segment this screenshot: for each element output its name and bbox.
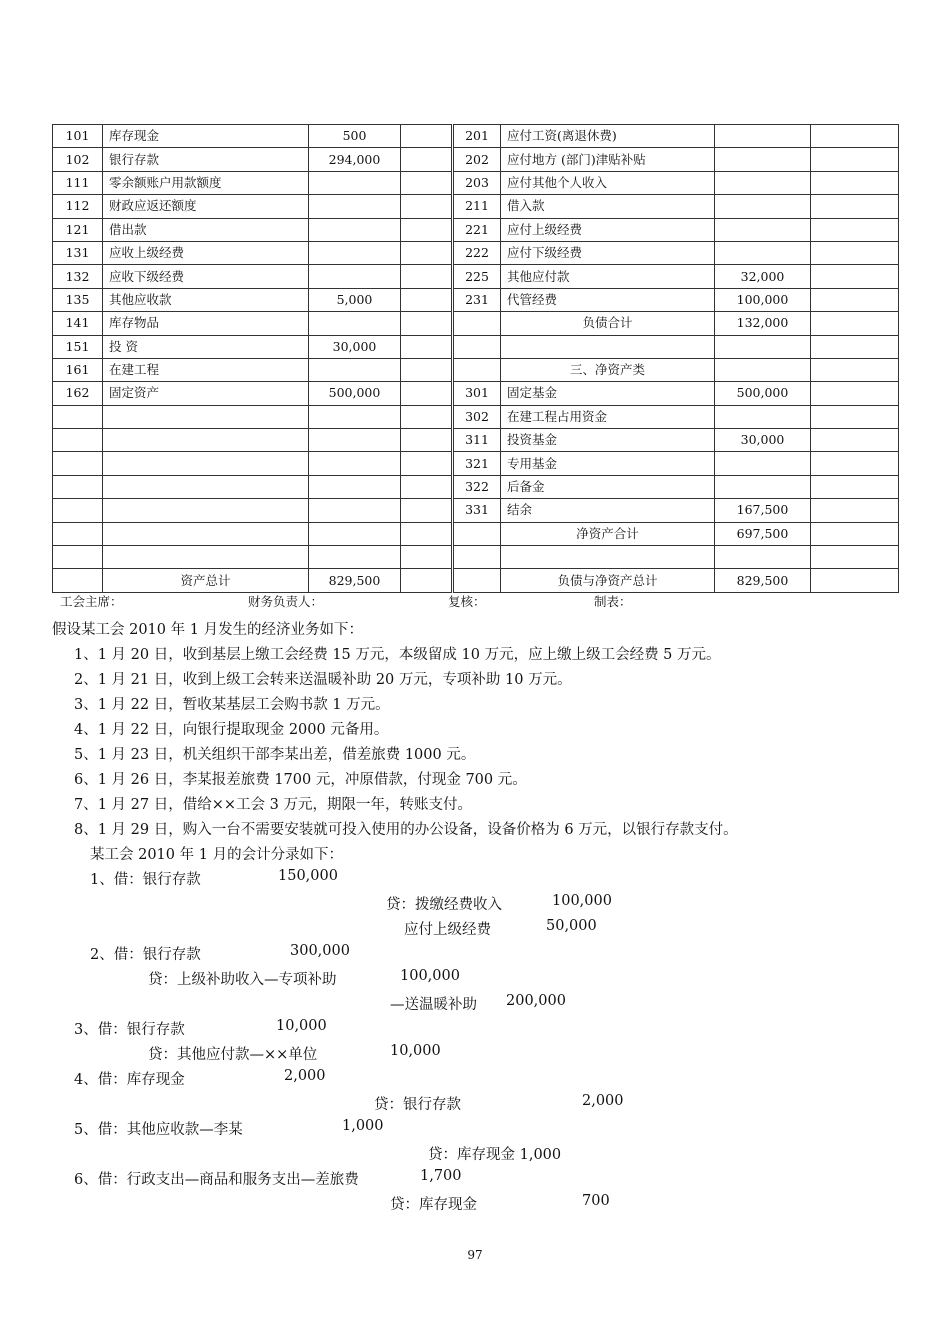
transaction-3: 3、1 月 22 日，暂收某基层工会购书款 1 万元。 [74,697,390,713]
cell-lval [715,405,811,428]
cell-aval: 500 [309,125,401,148]
cell-acode: 161 [53,358,103,381]
cell-lname [501,546,715,569]
cell-aname: 财政应返还额度 [103,195,309,218]
cell-lval: 32,000 [715,265,811,288]
cell-aname [103,475,309,498]
cell-aval [309,429,401,452]
cell-lcode: 301 [453,382,501,405]
empty-cell [401,241,453,264]
table-row [53,195,899,218]
cell-lcode: 201 [453,125,501,148]
cell-lname: 应付下级经费 [501,241,715,264]
cell-aval: 500,000 [309,382,401,405]
cell-aname: 库存现金 [103,125,309,148]
balance-sheet-body [53,125,899,593]
entries-title: 某工会 2010 年 1 月的会计分录如下： [90,847,344,863]
cell-acode [53,522,103,545]
cell-lname: 负债与净资产总计 [501,569,715,592]
cell-aval [309,499,401,522]
table-row [53,171,899,194]
cell-aname: 借出款 [103,218,309,241]
cell-aname: 应收上级经费 [103,241,309,264]
cell-aval [309,452,401,475]
empty-cell [401,335,453,358]
empty-cell [811,475,899,498]
table-row [53,522,899,545]
cell-aval: 294,000 [309,148,401,171]
entry-1-credit-2: 应付上级经费 [404,922,491,938]
empty-cell [811,241,899,264]
cell-acode: 162 [53,382,103,405]
transaction-5: 5、1 月 23 日，机关组织干部李某出差，借差旅费 1000 元。 [74,747,476,763]
cell-lcode: 302 [453,405,501,428]
entry-1-debit-amount: 150,000 [278,868,338,884]
cell-aname [103,499,309,522]
cell-acode: 112 [53,195,103,218]
cell-lval: 30,000 [715,429,811,452]
cell-acode: 151 [53,335,103,358]
cell-aname: 资产总计 [103,569,309,592]
empty-cell [811,546,899,569]
table-row [53,288,899,311]
table-row [53,125,899,148]
balance-sheet-table [52,124,899,593]
empty-cell [811,265,899,288]
cell-aname: 应收下级经费 [103,265,309,288]
table-row [53,546,899,569]
cell-lname: 投资基金 [501,429,715,452]
cell-aval [309,241,401,264]
cell-aname: 银行存款 [103,148,309,171]
cell-acode [53,475,103,498]
cell-aname: 投 资 [103,335,309,358]
cell-lcode [453,358,501,381]
empty-cell [401,499,453,522]
cell-lcode: 203 [453,171,501,194]
cell-acode [53,405,103,428]
empty-cell [401,358,453,381]
cell-lval [715,218,811,241]
cell-lval [715,241,811,264]
empty-cell [811,148,899,171]
entry-3-credit: 贷：其他应付款—××单位 [148,1047,318,1063]
entry-4-debit: 4、借：库存现金 [74,1072,185,1088]
cell-lval: 100,000 [715,288,811,311]
cell-lval [715,195,811,218]
empty-cell [401,475,453,498]
entry-4-debit-amount: 2,000 [284,1068,326,1084]
cell-aname [103,452,309,475]
cell-acode [53,569,103,592]
cell-lcode: 202 [453,148,501,171]
cell-aname: 在建工程 [103,358,309,381]
cell-lval: 132,000 [715,312,811,335]
empty-cell [401,125,453,148]
empty-cell [811,288,899,311]
cell-aval: 829,500 [309,569,401,592]
cell-lcode [453,335,501,358]
cell-lcode: 311 [453,429,501,452]
cell-acode [53,429,103,452]
table-row [53,475,899,498]
cell-lval [715,335,811,358]
signature-prepare: 制表： [594,594,632,609]
cell-aval: 5,000 [309,288,401,311]
transaction-1: 1、1 月 20 日，收到基层上缴工会经费 15 万元，本级留成 10 万元，应上缴上级工会经费 5 万元。 [74,647,721,663]
entry-4-credit: 贷：银行存款 [374,1097,461,1113]
table-row [53,499,899,522]
cell-lval [715,358,811,381]
empty-cell [401,171,453,194]
cell-lname: 应付工资(离退休费) [501,125,715,148]
empty-cell [401,382,453,405]
entry-2-credit-2: —送温暖补助 [390,997,477,1013]
cell-aval: 30,000 [309,335,401,358]
transaction-2: 2、1 月 21 日，收到上级工会转来送温暖补助 20 万元，专项补助 10 万元。 [74,672,572,688]
cell-aval [309,171,401,194]
intro-text: 假设某工会 2010 年 1 月发生的经济业务如下： [52,622,364,638]
empty-cell [811,218,899,241]
cell-lname: 三、净资产类 [501,358,715,381]
empty-cell [811,452,899,475]
cell-lname: 结余 [501,499,715,522]
page-number: 97 [467,1248,483,1262]
entry-5-debit: 5、借：其他应收款—李某 [74,1122,243,1138]
cell-aval [309,195,401,218]
empty-cell [811,312,899,335]
cell-lname: 专用基金 [501,452,715,475]
empty-cell [401,218,453,241]
cell-lname: 应付上级经费 [501,218,715,241]
entry-6-debit: 6、借：行政支出—商品和服务支出—差旅费 [74,1172,359,1188]
empty-cell [401,148,453,171]
cell-lcode [453,569,501,592]
cell-aname [103,546,309,569]
table-row [53,569,899,592]
table-row [53,218,899,241]
entry-3-debit: 3、借：银行存款 [74,1022,185,1038]
cell-aname [103,429,309,452]
entry-3-debit-amount: 10,000 [276,1018,327,1034]
transaction-6: 6、1 月 26 日，李某报差旅费 1700 元，冲原借款，付现金 700 元。 [74,772,527,788]
cell-aname: 其他应收款 [103,288,309,311]
cell-lname: 应付地方 (部门)津贴补贴 [501,148,715,171]
entry-6-debit-amount: 1,700 [420,1168,462,1184]
cell-aval [309,312,401,335]
cell-lname: 负债合计 [501,312,715,335]
empty-cell [811,195,899,218]
cell-lcode: 225 [453,265,501,288]
cell-lval [715,452,811,475]
cell-acode: 102 [53,148,103,171]
cell-lval [715,125,811,148]
empty-cell [401,546,453,569]
cell-lcode [453,546,501,569]
signature-review: 复核： [448,594,486,609]
entry-6-credit: 贷：库存现金 [390,1197,477,1213]
cell-aname: 零余额账户用款额度 [103,171,309,194]
cell-acode [53,546,103,569]
transaction-8: 8、1 月 29 日，购入一台不需要安装就可投入使用的办公设备，设备价格为 6 万元，以银行存款支付。 [74,822,738,838]
cell-lcode: 211 [453,195,501,218]
cell-acode: 131 [53,241,103,264]
cell-aval [309,265,401,288]
table-row [53,382,899,405]
table-row [53,429,899,452]
cell-acode: 121 [53,218,103,241]
entry-6-credit-amount: 700 [582,1193,610,1209]
table-row [53,452,899,475]
table-row [53,265,899,288]
cell-acode [53,499,103,522]
empty-cell [401,569,453,592]
entry-3-credit-amount: 10,000 [390,1043,441,1059]
cell-aval [309,522,401,545]
empty-cell [401,312,453,335]
empty-cell [811,569,899,592]
cell-aname: 库存物品 [103,312,309,335]
table-row [53,335,899,358]
cell-acode: 141 [53,312,103,335]
cell-aval [309,218,401,241]
transaction-7: 7、1 月 27 日，借给××工会 3 万元，期限一年，转账支付。 [74,797,472,813]
transaction-4: 4、1 月 22 日，向银行提取现金 2000 元备用。 [74,722,389,738]
empty-cell [811,429,899,452]
table-row [53,358,899,381]
entry-4-credit-amount: 2,000 [582,1093,624,1109]
cell-lname: 代管经费 [501,288,715,311]
entry-2-debit-amount: 300,000 [290,943,350,959]
empty-cell [811,171,899,194]
entry-2-credit-1-amount: 100,000 [400,968,460,984]
cell-aval [309,546,401,569]
empty-cell [811,522,899,545]
cell-lcode: 221 [453,218,501,241]
cell-lcode: 321 [453,452,501,475]
table-row [53,148,899,171]
entry-1-credit-1-amount: 100,000 [552,893,612,909]
cell-lval [715,148,811,171]
cell-lname: 在建工程占用资金 [501,405,715,428]
cell-lcode [453,522,501,545]
cell-lname: 后备金 [501,475,715,498]
entry-1-debit: 1、借：银行存款 [90,872,201,888]
cell-lname: 应付其他个人收入 [501,171,715,194]
entry-5-credit: 贷：库存现金 1,000 [428,1147,562,1163]
cell-lcode [453,312,501,335]
entry-2-credit-1: 贷：上级补助收入—专项补助 [148,972,337,988]
entry-2-credit-2-amount: 200,000 [506,993,566,1009]
empty-cell [811,405,899,428]
empty-cell [811,382,899,405]
cell-aname [103,522,309,545]
cell-lname [501,335,715,358]
empty-cell [811,499,899,522]
cell-acode: 101 [53,125,103,148]
cell-lcode: 322 [453,475,501,498]
empty-cell [401,288,453,311]
cell-lname: 其他应付款 [501,265,715,288]
table-row [53,312,899,335]
cell-lcode: 331 [453,499,501,522]
cell-aval [309,405,401,428]
signature-finance: 财务负责人： [248,594,324,609]
cell-lcode: 231 [453,288,501,311]
cell-lname: 固定基金 [501,382,715,405]
cell-lval [715,171,811,194]
entry-2-debit: 2、借：银行存款 [90,947,201,963]
cell-acode: 135 [53,288,103,311]
cell-acode [53,452,103,475]
cell-lval: 829,500 [715,569,811,592]
entry-1-credit-2-amount: 50,000 [546,918,597,934]
cell-lval [715,475,811,498]
entry-1-credit-1: 贷：拨缴经费收入 [386,897,502,913]
cell-lname: 净资产合计 [501,522,715,545]
empty-cell [811,335,899,358]
cell-aname [103,405,309,428]
cell-lname: 借入款 [501,195,715,218]
empty-cell [811,125,899,148]
cell-aval [309,358,401,381]
empty-cell [401,405,453,428]
table-row [53,405,899,428]
cell-lval: 697,500 [715,522,811,545]
cell-acode: 132 [53,265,103,288]
empty-cell [401,195,453,218]
table-row [53,241,899,264]
signature-chair: 工会主席： [60,594,123,609]
cell-lval [715,546,811,569]
empty-cell [811,358,899,381]
cell-acode: 111 [53,171,103,194]
cell-lval: 500,000 [715,382,811,405]
entry-5-debit-amount: 1,000 [342,1118,384,1134]
empty-cell [401,522,453,545]
cell-lval: 167,500 [715,499,811,522]
empty-cell [401,265,453,288]
empty-cell [401,452,453,475]
cell-aval [309,475,401,498]
empty-cell [401,429,453,452]
cell-lcode: 222 [453,241,501,264]
cell-aname: 固定资产 [103,382,309,405]
